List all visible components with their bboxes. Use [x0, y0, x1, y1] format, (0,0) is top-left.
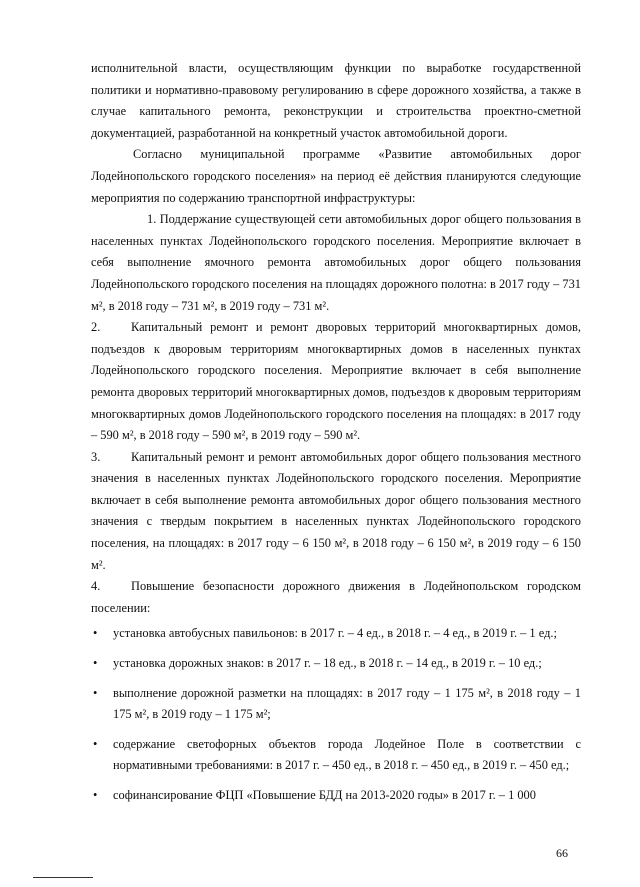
- document-body: [91, 58, 581, 815]
- item-1-text: Поддержание существующей сети автомобильных дорог общего пользования в населенных пунктах Лодейнопольского городского поселения. Мероприятие включает в себя выполнение ямочного ремонта автомобильных дорог общего пользования Лодейнопольского городского поселения на площадях дорожного полотна: в 2017 году – 731 м², в 2018 году – 731 м², в 2019 году – 731 м².: [91, 212, 581, 313]
- bullet-text: установка автобусных павильонов: в 2017 г. – 4 ед., в 2018 г. – 4 ед., в 2019 г. – 1 ед.;: [113, 626, 557, 641]
- program-paragraph: Согласно муниципальной программе «Развитие автомобильных дорог Лодейнопольского городского поселения» на период её действия планируются следующие мероприятия по содержанию транспортной инфраструктуры:: [91, 147, 581, 205]
- bullet-text: выполнение дорожной разметки на площадях: в 2017 году – 1 175 м², в 2018 году – 1 175 м², в 2019 году – 1 175 м²;: [113, 685, 581, 722]
- bullet-list: [91, 623, 581, 806]
- item-2-text: Капитальный ремонт и ремонт дворовых территорий многоквартирных домов, подъездов к дворовым территориям многоквартирных домов в населенных пунктах Лодейнопольского городского поселения. Мероприятие включает в себя выполнение ремонта дворовых территорий многоквартирных домов, подъездов к дворовым территориям многоквартирных домов Лодейнопольского городского поселения на площадях: в 2017 году – 590 м², в 2018 году – 590 м², в 2019 году – 590 м².: [91, 320, 581, 443]
- item-3: [91, 447, 581, 577]
- item-2: [91, 317, 581, 447]
- item-4: [91, 576, 581, 619]
- list-item: [91, 623, 581, 645]
- footer-divider: [33, 877, 93, 878]
- list-item: [91, 785, 581, 807]
- bullet-icon: •: [93, 788, 98, 802]
- list-item: [91, 734, 581, 777]
- bullet-icon: •: [93, 685, 98, 700]
- item-3-number: 3.: [91, 449, 101, 464]
- list-item: [91, 653, 581, 675]
- bullet-icon: •: [93, 656, 98, 671]
- item-2-number: 2.: [91, 320, 101, 335]
- item-4-text: Повышение безопасности дорожного движения в Лодейнопольском городском поселении:: [91, 579, 581, 615]
- bullet-text: содержание светофорных объектов города Лодейное Поле в соответствии с нормативными требованиями: в 2017 г. – 450 ед., в 2018 г. – 450 ед., в 2019 г. – 450 ед.;: [113, 736, 581, 773]
- list-item: [91, 683, 581, 726]
- bullet-text: софинансирование ФЦП «Повышение БДД на 2013-2020 годы» в 2017 г. – 1 000: [113, 788, 536, 802]
- item-4-number: 4.: [91, 579, 101, 594]
- item-3-text: Капитальный ремонт и ремонт автомобильных дорог общего пользования местного значения в населенных пунктах Лодейнопольского городского поселения. Мероприятие включает в себя выполнение ремонта автомобильных дорог общего пользования местного значения с твердым покрытием в населенных пунктах Лодейнопольского городского поселения, на площадях: в 2017 году – 6 150 м², в 2018 году – 6 150 м², в 2019 году – 6 150 м².: [91, 449, 581, 572]
- bullet-icon: •: [93, 736, 98, 751]
- item-1: [91, 209, 581, 317]
- page-number: 66: [556, 846, 568, 860]
- item-1-number: 1.: [147, 212, 157, 227]
- bullet-icon: •: [93, 626, 98, 641]
- bullet-text: установка дорожных знаков: в 2017 г. – 18 ед., в 2018 г. – 14 ед., в 2019 г. – 10 ед.;: [113, 656, 542, 671]
- intro-paragraph: исполнительной власти, осуществляющим функции по выработке государственной политики и нормативно-правовому регулированию в сфере дорожного хозяйства, а также в случае капитального ремонта, реконструкции и строительства проектно-сметной документацией, разработанной на конкретный участок автомобильной дороги.: [91, 61, 581, 140]
